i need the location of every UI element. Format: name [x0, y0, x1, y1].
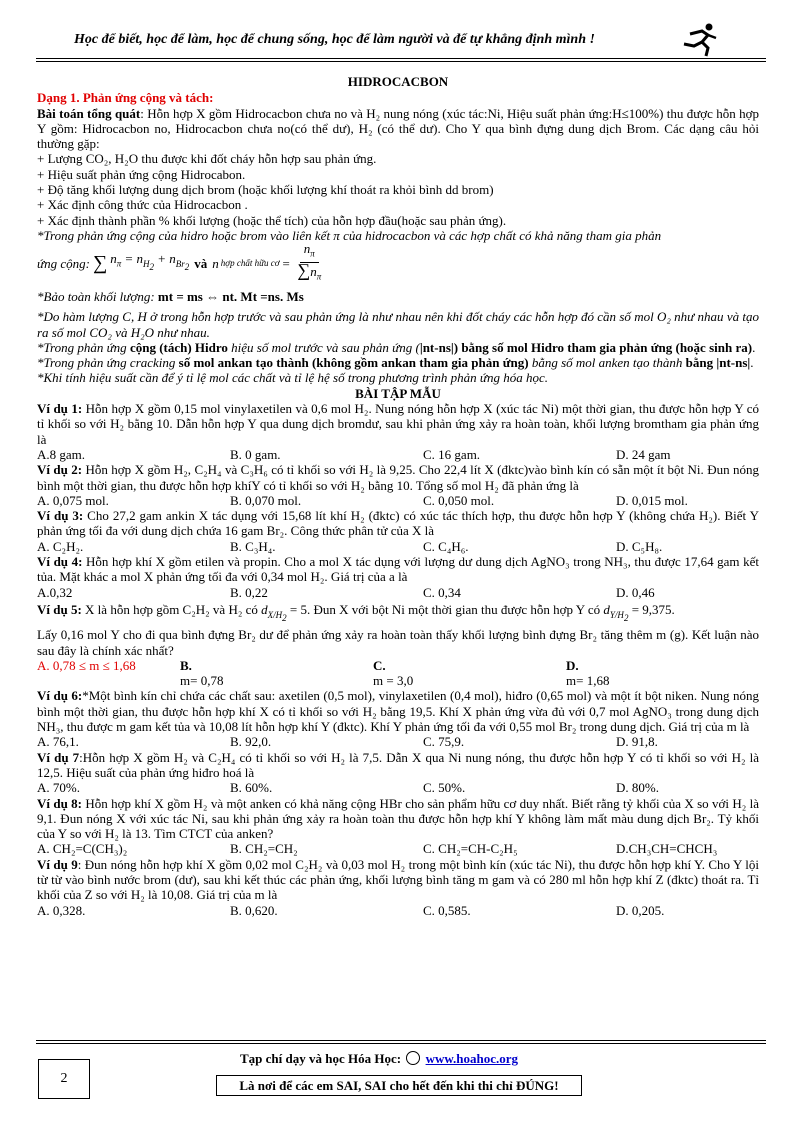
example-question: Ví dụ 6:*Một bình kín chỉ chứa các chất sau: axetilen (0,5 mol), vinylaxetilen (0,4 mol), hiđro (0,65 mol) và một ít bột niken. Nung nóng bình một thời gian, thu được hỗn hợp khí X có tỉ khối so với H₂ bằng 19,5. Khí X phản ứng vừa đủ với 0,7 mol AgNO₃ trong dung dịch NH₃, thu được m gam kết tủa và 10,08 lít hỗn hợp khí Y (đktc). Khí Y phản ứng tối đa với 0,55 mol Br₂ trong dung dịch. Giá trị của m là	[37, 688, 759, 735]
header-rule	[36, 58, 766, 62]
intro-item: + Xác định thành phần % khối lượng (hoặc thể tích) của hỗn hợp đầu(hoặc sau phản ứng).	[37, 212, 507, 228]
note-cracking: *Trong phản ứng cracking số mol ankan tạo thành (không gồm ankan tham gia phản ứng) bằng số mol anken tạo thành bằng |nt-ns|.	[37, 355, 754, 371]
option: A.8 gam.	[37, 446, 86, 462]
option: B. CH₂=CH₂	[230, 841, 298, 857]
globe-icon	[406, 1051, 420, 1065]
note-pi-bond: *Trong phản ứng cộng của hidro hoặc brom vào liên kết π của hidrocacbon và các hợp chất có khả năng tham gia phản	[37, 227, 662, 243]
intro-item: + Hiệu suất phản ứng cộng Hidrocabon.	[37, 166, 246, 182]
option: D. 0,205.	[616, 902, 665, 918]
option: B. 92,0.	[230, 734, 272, 750]
example-options	[37, 841, 759, 856]
option: B. 60%.	[230, 780, 273, 796]
example-question: Ví dụ 8: Hỗn hợp khí X gồm H₂ và một anken có khả năng cộng HBr cho sản phẩm hữu cơ duy nhất. Biết rằng tỷ khối của X so với H₂ là 9,1. Đun nóng X với xúc tác Ni, sau khi phản ứng xảy ra hoàn toàn thu được hỗn hợp khí Y không làm mất màu dung dịch Br₂. Tỷ khối của Y so với H₂ là 13. Tìm CTCT của anken?	[37, 795, 759, 842]
example-question: Ví dụ 2: Hỗn hợp X gồm H₂, C₂H₄ và C₃H₆ có tỉ khối so với H₂ là 9,25. Cho 22,4 lít X (đktc)vào bình kín có sẵn một ít bột Ni. Đun nóng bình một thời gian, thu được hỗn hợp khíY có tỉ khối so với H₂ bằng 10. Tổng số mol H₂ đã phản ứng là	[37, 462, 759, 493]
option: A.0,32	[37, 584, 73, 600]
footer-magazine: Tạp chí dạy và học Hóa Học: www.hoahoc.org	[240, 1051, 519, 1066]
example-options	[37, 734, 759, 749]
option: C. 75,9.	[423, 734, 465, 750]
option: B.m= 0,78	[180, 657, 224, 689]
example-question: Ví dụ 5: X là hỗn hợp gồm C₂H₂ và H₂ có $d_{X/H_2} = 5$. Đun X với bột Ni một thời gian thu được hỗn hợp Y có $d_{Y/H_2} = 9,375$.	[37, 601, 675, 623]
option: D. C₅H₈.	[616, 538, 663, 554]
option: B. 0 gam.	[230, 446, 281, 462]
option: D.CH₃CH=CHCH₃	[616, 841, 718, 857]
note-combustion: *Do hàm lượng C, H ở trong hỗn hợp trước và sau phản ứng là như nhau nên khi đốt cháy các hỗn hợp đó cần số mol O₂ như nhau và tạo ra số mol CO₂ và H₂O như nhau.	[37, 309, 759, 340]
page-title: HIDROCACBON	[347, 74, 449, 89]
page-footer	[0, 1040, 794, 1123]
intro-item: + Xác định công thức của Hidrocacbon .	[37, 197, 248, 213]
example-options	[37, 780, 759, 795]
website-link[interactable]: www.hoahoc.org	[425, 1051, 519, 1066]
example-question: Ví dụ 3: Cho 27,2 gam ankin X tác dụng với 15,68 lít khí H₂ (đktc) có xúc tác thích hợp, thu được hỗn hợp Y (không chứa H₂). Biết Y phản ứng tối đa với dung dịch chứa 16 gam Br₂. Công thức phân tử của X là	[37, 508, 759, 539]
option: C. 16 gam.	[423, 446, 481, 462]
option: C.m = 3,0	[373, 657, 414, 689]
intro-paragraph: Bài toán tổng quát: Hỗn hợp X gồm Hidrocacbon chưa no và H₂ nung nóng (xúc tác:Ni, Hiệu suất phản ứng:H≤100%) thu được hỗn hợp Y gồm: Hidrocacbon no, Hidrocacbon chưa no(có thể dư), H₂ (có thể dư). Cho Y qua bình đựng dung dịch Brom. Các dạng câu hỏi thường gặp:	[37, 105, 759, 152]
page-header	[0, 0, 794, 66]
page-number: 2	[38, 1059, 90, 1099]
example-question: Ví dụ 9: Đun nóng hỗn hợp khí X gồm 0,02 mol C₂H₂ và 0,03 mol H₂ trong một bình kín (xúc tác Ni), thu được hỗn hợp khí Y. Cho Y lội từ từ vào bình nước brom (dư), sau khi kết thúc các phản ứng, khối lượng bình tăng m gam và có 280 ml hỗn hợp khí Z (đktc) thoát ra. Tỉ khối của Z so với H₂ là 10,08. Giá trị của m là	[37, 856, 759, 903]
example-question: Ví dụ 1: Hỗn hợp X gồm 0,15 mol vinylaxetilen và 0,6 mol H₂. Nung nóng hỗn hợp X (xúc tác Ni) một thời gian, thu được hỗn hợp Y có tỉ khối so với H₂ bằng 10. Dẫn hỗn hợp Y qua dung dịch bromdư, sau khi phản ứng xảy ra hoàn toàn, khối lượng bromtham gia phản ứng là	[37, 401, 759, 447]
page-content	[37, 74, 759, 918]
formula-mass: *Bảo toàn khối lượng: mt = ms ⇔ nt. Mt =ns. Ms	[37, 288, 304, 304]
example-options	[37, 493, 759, 508]
option: A. 0,075 mol.	[37, 492, 109, 508]
note-yield: *Khi tính hiệu suất cần để ý tỉ lệ mol các chất và tỉ lệ hệ số trong phương trình phản ứng hóa học.	[37, 370, 548, 386]
example-options	[37, 903, 759, 918]
option: D. 0,46	[616, 584, 655, 600]
option: C. CH₂=CH-C₂H₅	[423, 841, 518, 857]
runner-logo-icon	[680, 22, 720, 58]
option: C. 50%.	[423, 780, 466, 796]
example-options	[37, 585, 759, 600]
intro-item: + Lượng CO₂, H₂O thu được khi đốt cháy hỗn hợp sau phản ứng.	[37, 151, 377, 167]
option: A. 0,78 ≤ m ≤ 1,68	[37, 657, 136, 673]
exercise-title: BÀI TẬP MẪU	[355, 385, 441, 401]
option: B. 0,620.	[230, 902, 278, 918]
example-question-cont: Lấy 0,16 mol Y cho đi qua bình đựng Br₂ dư để phản ứng xảy ra hoàn toàn thấy khối lượng bình đựng Br₂ tăng thêm m (g). Kết luận nào sau đây là chính xác nhất?	[37, 627, 759, 658]
option: C. 0,585.	[423, 902, 471, 918]
example-options	[37, 539, 759, 554]
footer-rule	[36, 1040, 766, 1044]
example-question: Ví dụ 4: Hỗn hợp khí X gồm etilen và propin. Cho a mol X tác dụng với lượng dư dung dịch AgNO₃ trong NH₃, thu được 17,64 gam kết tủa. Mặt khác a mol X phản ứng tối đa với 0,34 mol H₂. Giá trị của a là	[37, 554, 759, 585]
note-hydro: *Trong phản ứng cộng (tách) Hidro hiệu số mol trước và sau phản ứng (|nt-ns|) bằng số mol Hidro tham gia phản ứng (hoặc sinh ra).	[37, 339, 756, 355]
option: A. 76,1.	[37, 734, 79, 750]
option: C. 0,34	[423, 584, 461, 600]
example-question: Ví dụ 7:Hỗn hợp X gồm H₂ và C₂H₄ có tỉ khối so với H₂ là 7,5. Dẫn X qua Ni nung nóng, thu được hỗn hợp Y có tỉ khối so với H₂ là 12,5. Hiệu suất của phản ứng hiđro hoá là	[37, 749, 759, 780]
option: C. 0,050 mol.	[423, 492, 495, 508]
option: A. C₂H₂.	[37, 538, 84, 554]
footer-slogan: Là nơi để các em SAI, SAI cho hết đến khi thi chỉ ĐÚNG!	[216, 1075, 582, 1096]
intro-item: + Độ tăng khối lượng dung dịch brom (hoặc khối lượng khí thoát ra khỏi bình dd brom)	[37, 182, 494, 198]
formula-pi-bond: ứng cộng: ∑ $n_\pi = n_{H_2} + n_{Br_2}$ và n hợp chất hữu cơ = $\frac{n_\pi}{\sum n_\pi}$	[37, 241, 322, 282]
option: D. 0,015 mol.	[616, 492, 688, 508]
option: B. 0,22	[230, 584, 268, 600]
option: D. 80%.	[616, 780, 659, 796]
option: C. C₄H₆.	[423, 538, 469, 554]
option: D. 24 gam	[616, 446, 671, 462]
option: A. 0,328.	[37, 902, 86, 918]
option: A. 70%.	[37, 780, 80, 796]
option: B. 0,070 mol.	[230, 492, 302, 508]
header-motto: Học để biết, học để làm, học để chung sống, học để làm người và để tự khẳng định mình !	[74, 32, 595, 47]
example-options	[37, 658, 759, 689]
section-heading: Dạng 1. Phản ứng cộng và tách:	[37, 90, 214, 106]
option: B. C₃H₄.	[230, 538, 276, 554]
example-options	[37, 447, 759, 462]
option: D.m= 1,68	[566, 657, 610, 689]
option: A. CH₂=C(CH₃)₂	[37, 841, 128, 857]
option: D. 91,8.	[616, 734, 658, 750]
